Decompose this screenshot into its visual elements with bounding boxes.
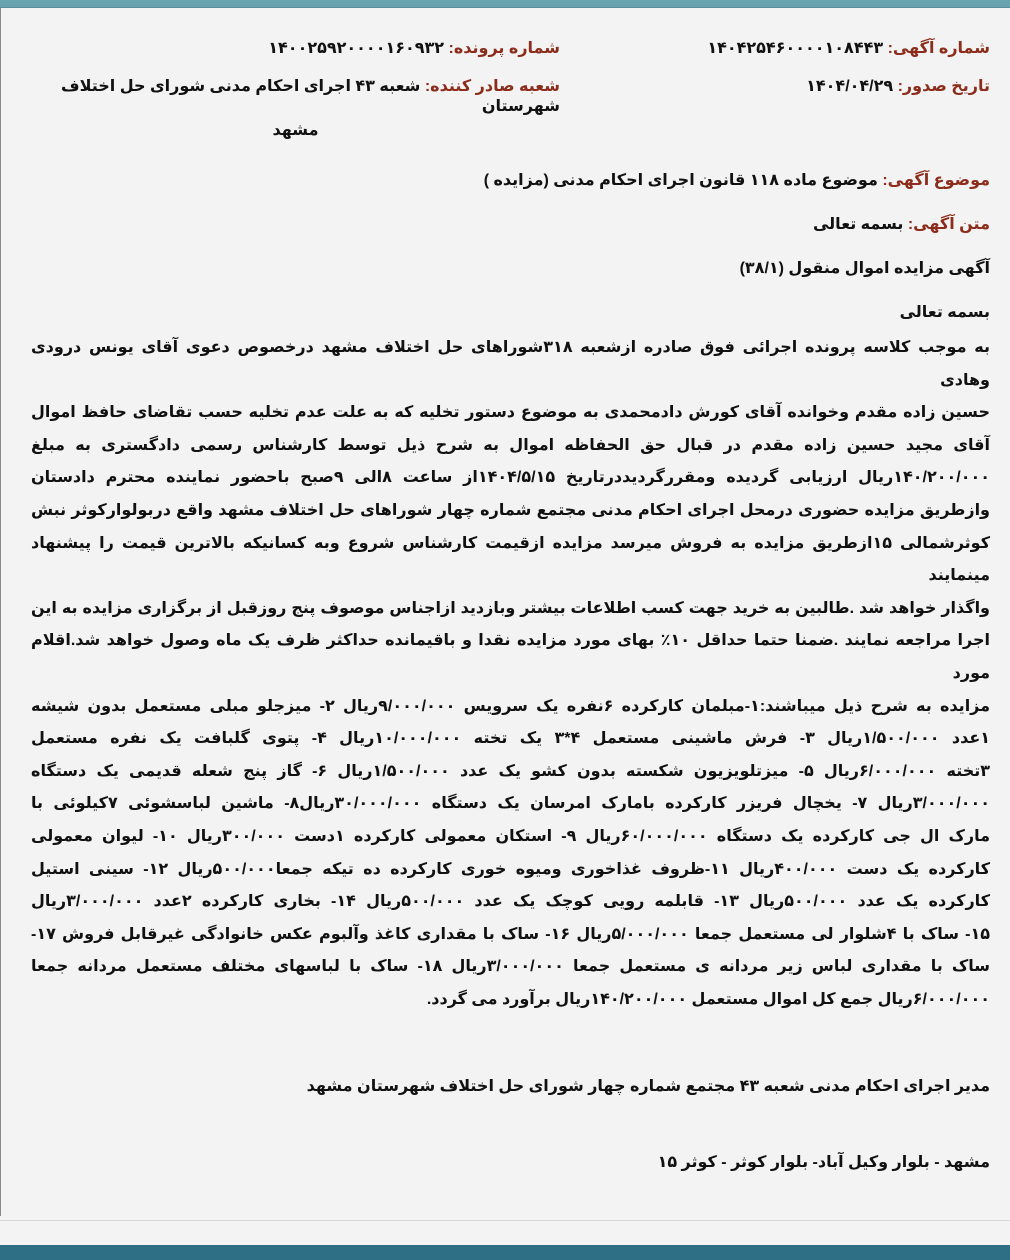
body-line: حسین زاده مقدم وخوانده آقای کورش دادمحمدی به موضوع دستور تخلیه که به علت عدم تخلیه حسب تقاضای حافظ اموال [31,404,990,422]
subject-value: موضوع ماده ۱۱۸ قانون اجرای احکام مدنی (مزایده ) [483,172,878,189]
auction-title: آگهی مزایده اموال منقول (۳۸/۱) [739,260,990,277]
body-line: آقای مجید حسین زاده مقدم در قبال حق الحفاظه اموال به شرح ذیل توسط کارشناس رسمی دادگستری به مبلغ [31,436,991,454]
issuing-branch [31,76,560,140]
notice-number-label: شماره آگهی: [887,40,990,57]
text-label: متن آگهی: [907,216,990,233]
body-line: کارکرده یک عدد ۵۰۰/۰۰۰ریال ۱۳- قابلمه رویی کوچک یک عدد ۵۰۰/۰۰۰ریال ۱۴- بخاری کارکرده ۲عدد ۳/۰۰۰/۰۰۰ریال [31,893,990,911]
subject-label: موضوع آگهی: [882,172,990,189]
issue-date-label: تاریخ صدور: [897,78,990,95]
file-number [31,38,560,58]
signature: مدیر اجرای احکام مدنی شعبه ۴۳ مجتمع شماره چهار شورای حل اختلاف شهرستان مشهد [306,1078,990,1096]
file-number-label: شماره پرونده: [448,40,560,57]
issue-date-value: ۱۴۰۴/۰۴/۲۹ [806,78,894,95]
header-row-2 [31,76,990,140]
body-line: کارکرده یک دست ۴۰۰/۰۰۰ریال ۱۱-ظروف غذاخوری ومیوه خوری کارکرده ده تیکه جمعا۵۰۰/۰۰۰ریال ۱۲- سینی استیل [31,860,990,878]
notice-number-value: ۱۴۰۴۲۵۴۶۰۰۰۰۱۰۸۴۴۳ [707,40,884,57]
issuing-branch-city: مشهد [272,122,319,139]
body-line: ۱۴۰/۲۰۰/۰۰۰ریال ارزیابی گردیده ومقررگردیددرتاریخ ۱۴۰۴/۵/۱۵از ساعت ۸الی ۹صبح باحضور نماینده محترم دادستان [31,469,991,487]
taskbar [0,1245,1010,1260]
body-line: مارک ال جی کارکرده یک دستگاه ۶۰/۰۰۰/۰۰۰ریال ۹- استکان معمولی کارکرده ۱دست ۳۰۰/۰۰۰ریال ۱۰- لیوان معمولی [31,827,991,845]
salutation: بسمه تعالی [899,304,990,321]
body-line: ساک با مقداری لباس زیر مردانه ی مستعمل جمعا ۳/۰۰۰/۰۰۰ریال ۱۸- ساک با لباسهای مختلف مستعمل مردانه جمعا [31,958,991,976]
document-frame [0,8,1010,1216]
body-line: ۳/۰۰۰/۰۰۰ریال ۷- یخچال فریزر کارکرده بامارک امرسان یک دستگاه ۳۰/۰۰۰/۰۰۰ریال۸- ماشین لباسشوئی ۷کیلوئی با [31,795,991,813]
body-line: ۳تخته ۶/۰۰۰/۰۰۰ریال ۵- میزتلویزیون شکسته بدون کشو یک عدد ۱/۵۰۰/۰۰۰ریال ۶- گاز پنج شعله قدیمی یک دستگاه [31,762,991,780]
notice-body [31,332,990,1016]
file-number-value: ۱۴۰۰۲۵۹۲۰۰۰۰۱۶۰۹۳۲ [268,40,445,57]
body-line: ۶/۰۰۰/۰۰۰ریال جمع کل اموال مستعمل ۱۴۰/۲۰۰/۰۰۰ریال برآورد می گردد. [426,990,990,1008]
notice-subject [31,170,990,190]
body-line: وازطریق مزایده حضوری درمحل اجرای احکام مدنی مجتمع شماره چهار شوراهای حل اختلاف مشهد واقع دربولوارکوثر نبش [31,501,990,519]
notice-text-heading [31,214,990,234]
issue-date [560,76,990,140]
divider [0,1220,1010,1221]
body-line: اجرا مراجعه نمایند .ضمنا حتما حداقل ۱۰٪ بهای مورد مزایده نقدا و باقیمانده حداکثر ظرف یک ماه وصول خواهد شد.اقلام مورد [31,632,990,682]
body-line: ۱۵- ساک با ۴شلوار لی مستعمل جمعا ۵/۰۰۰/۰۰۰ریال ۱۶- ساک با مقداری کاغذ وآلبوم عکس خانوادگی غیرقابل فروش ۱۷- [31,925,990,943]
body-line: مزایده به شرح ذیل میباشند:۱-مبلمان کارکرده ۶نفره یک سرویس ۹/۰۰۰/۰۰۰ریال ۲- میزجلو مبلی مستعمل بدون شیشه [31,697,991,715]
body-line: ۱عدد ۱/۵۰۰/۰۰۰ریال ۳- فرش ماشینی مستعمل ۴*۳ یک تخته ۱۰/۰۰۰/۰۰۰ریال ۴- پتوی گلبافت یک نفره مستعمل [31,730,991,748]
window-title-bar [0,0,1010,8]
body-line: به موجب کلاسه پرونده اجرائی فوق صادره ازشعبه ۳۱۸شوراهای حل اختلاف مشهد درخصوص دعوی آقای یونس درودی وهادی [31,339,990,389]
issuing-branch-value: شعبه ۴۳ اجرای احکام مدنی شورای حل اختلاف شهرستان [60,78,560,115]
notice-number [560,38,990,58]
header-row-1 [31,38,990,58]
issuing-branch-label: شعبه صادر کننده: [424,78,560,95]
text-opening: بسمه تعالی [812,216,904,233]
address: مشهد - بلوار وکیل آباد- بلوار کوثر - کوثر ۱۵ [657,1154,990,1172]
body-line: واگذار خواهد شد .طالبین به خرید جهت کسب اطلاعات بیشتر وبازدید ازاجناس موصوف پنج روزقبل از برگزاری مزایده به این [31,599,990,617]
body-line: کوثرشمالی ۱۵ازطریق مزایده به فروش میرسد مزایده ازقیمت کارشناس شروع وبه کسانیکه بالاترین قیمت را پیشنهاد مینمایند [31,534,990,585]
